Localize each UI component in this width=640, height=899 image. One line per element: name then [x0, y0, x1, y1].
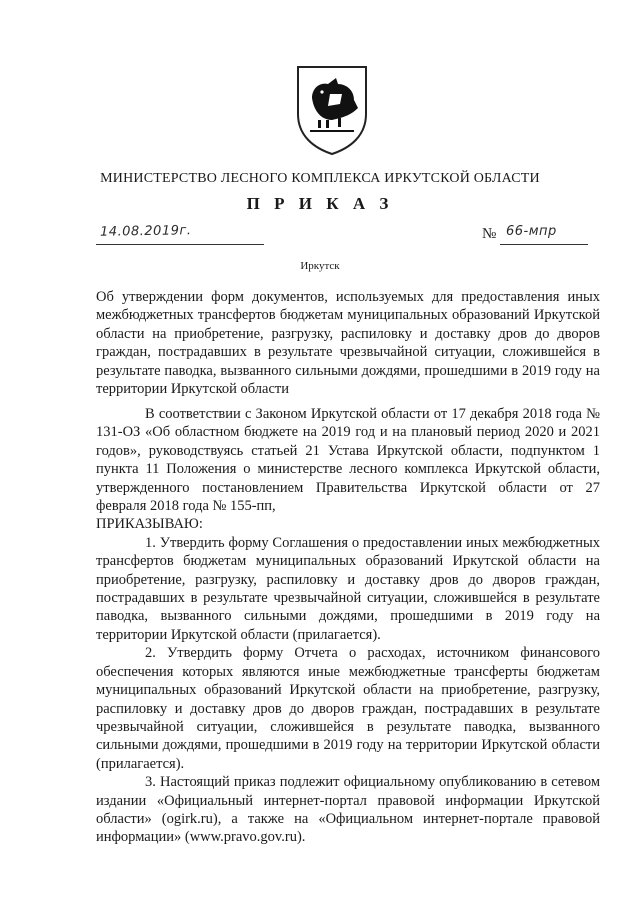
- preamble-paragraph: В соответствии с Законом Иркутской области от 17 декабря 2018 года № 131-ОЗ «Об областном бюджете на 2019 год и на плановый период 2020 и 2021 годов», руководствуясь статьей 21 Устава Иркутской области, подпунктом 1 пункта 11 Положения о министерстве лесного комплекса Иркутской области, утвержденного постановлением Правительства Иркутской области от 27 февраля 2018 года № 155-пп,: [96, 406, 600, 515]
- order-item-2: 2. Утвердить форму Отчета о расходах, источником финансового обеспечения которых являются иные межбюджетные трансферты бюджетам муниципальных образований Иркутской области на приобретение, разгрузку, распиловку и доставку дров до дворов граждан, пострадавших в результате чрезвычайной ситуации, сложившейся в результате паводка, вызванного сильными дождями, прошедшими в 2019 году на территории Иркутской области (прилагается).: [96, 645, 600, 772]
- ministry-name: МИНИСТЕРСТВО ЛЕСНОГО КОМПЛЕКСА ИРКУТСКОЙ ОБЛАСТИ: [100, 171, 540, 186]
- handwritten-order-number: 66-мпр: [506, 224, 557, 239]
- number-line: [500, 226, 588, 245]
- number-label: №: [482, 226, 497, 242]
- order-body: [96, 405, 600, 847]
- city-name: Иркутск: [300, 260, 340, 272]
- handwritten-date: 14.08.2019г.: [99, 223, 192, 240]
- date-line: [96, 223, 264, 245]
- order-directive: ПРИКАЗЫВАЮ:: [96, 516, 203, 533]
- order-item-3: 3. Настоящий приказ подлежит официальному опубликованию в сетевом издании «Официальный интернет-портал правовой информации Иркутской области» (ogirk.ru), а также на «Официальном интернет-портале правовой информации» (www.pravo.gov.ru).: [96, 774, 600, 846]
- document-type-title: П Р И К А З: [246, 194, 394, 213]
- order-item-1: 1. Утвердить форму Соглашения о предоставлении иных межбюджетных трансфертов бюджетам муниципальных образований Иркутской области на приобретение, разгрузку, распиловку и доставку дров до дворов граждан, пострадавших в результате чрезвычайной ситуации, сложившейся в результате паводка, вызванного сильными дождями, прошедшими в 2019 году на территории Иркутской области (прилагается).: [96, 534, 600, 643]
- order-subject: Об утверждении форм документов, используемых для предоставления иных межбюджетных трансфертов бюджетам муниципальных образований Иркутской области на приобретение, разгрузку, распиловку и доставку дров до дворов граждан, пострадавших в результате чрезвычайной ситуации, сложившейся в результате паводка, вызванного сильными дождями, прошедшими в 2019 году на территории Иркутской области: [96, 289, 600, 398]
- coat-of-arms-icon: [292, 64, 372, 156]
